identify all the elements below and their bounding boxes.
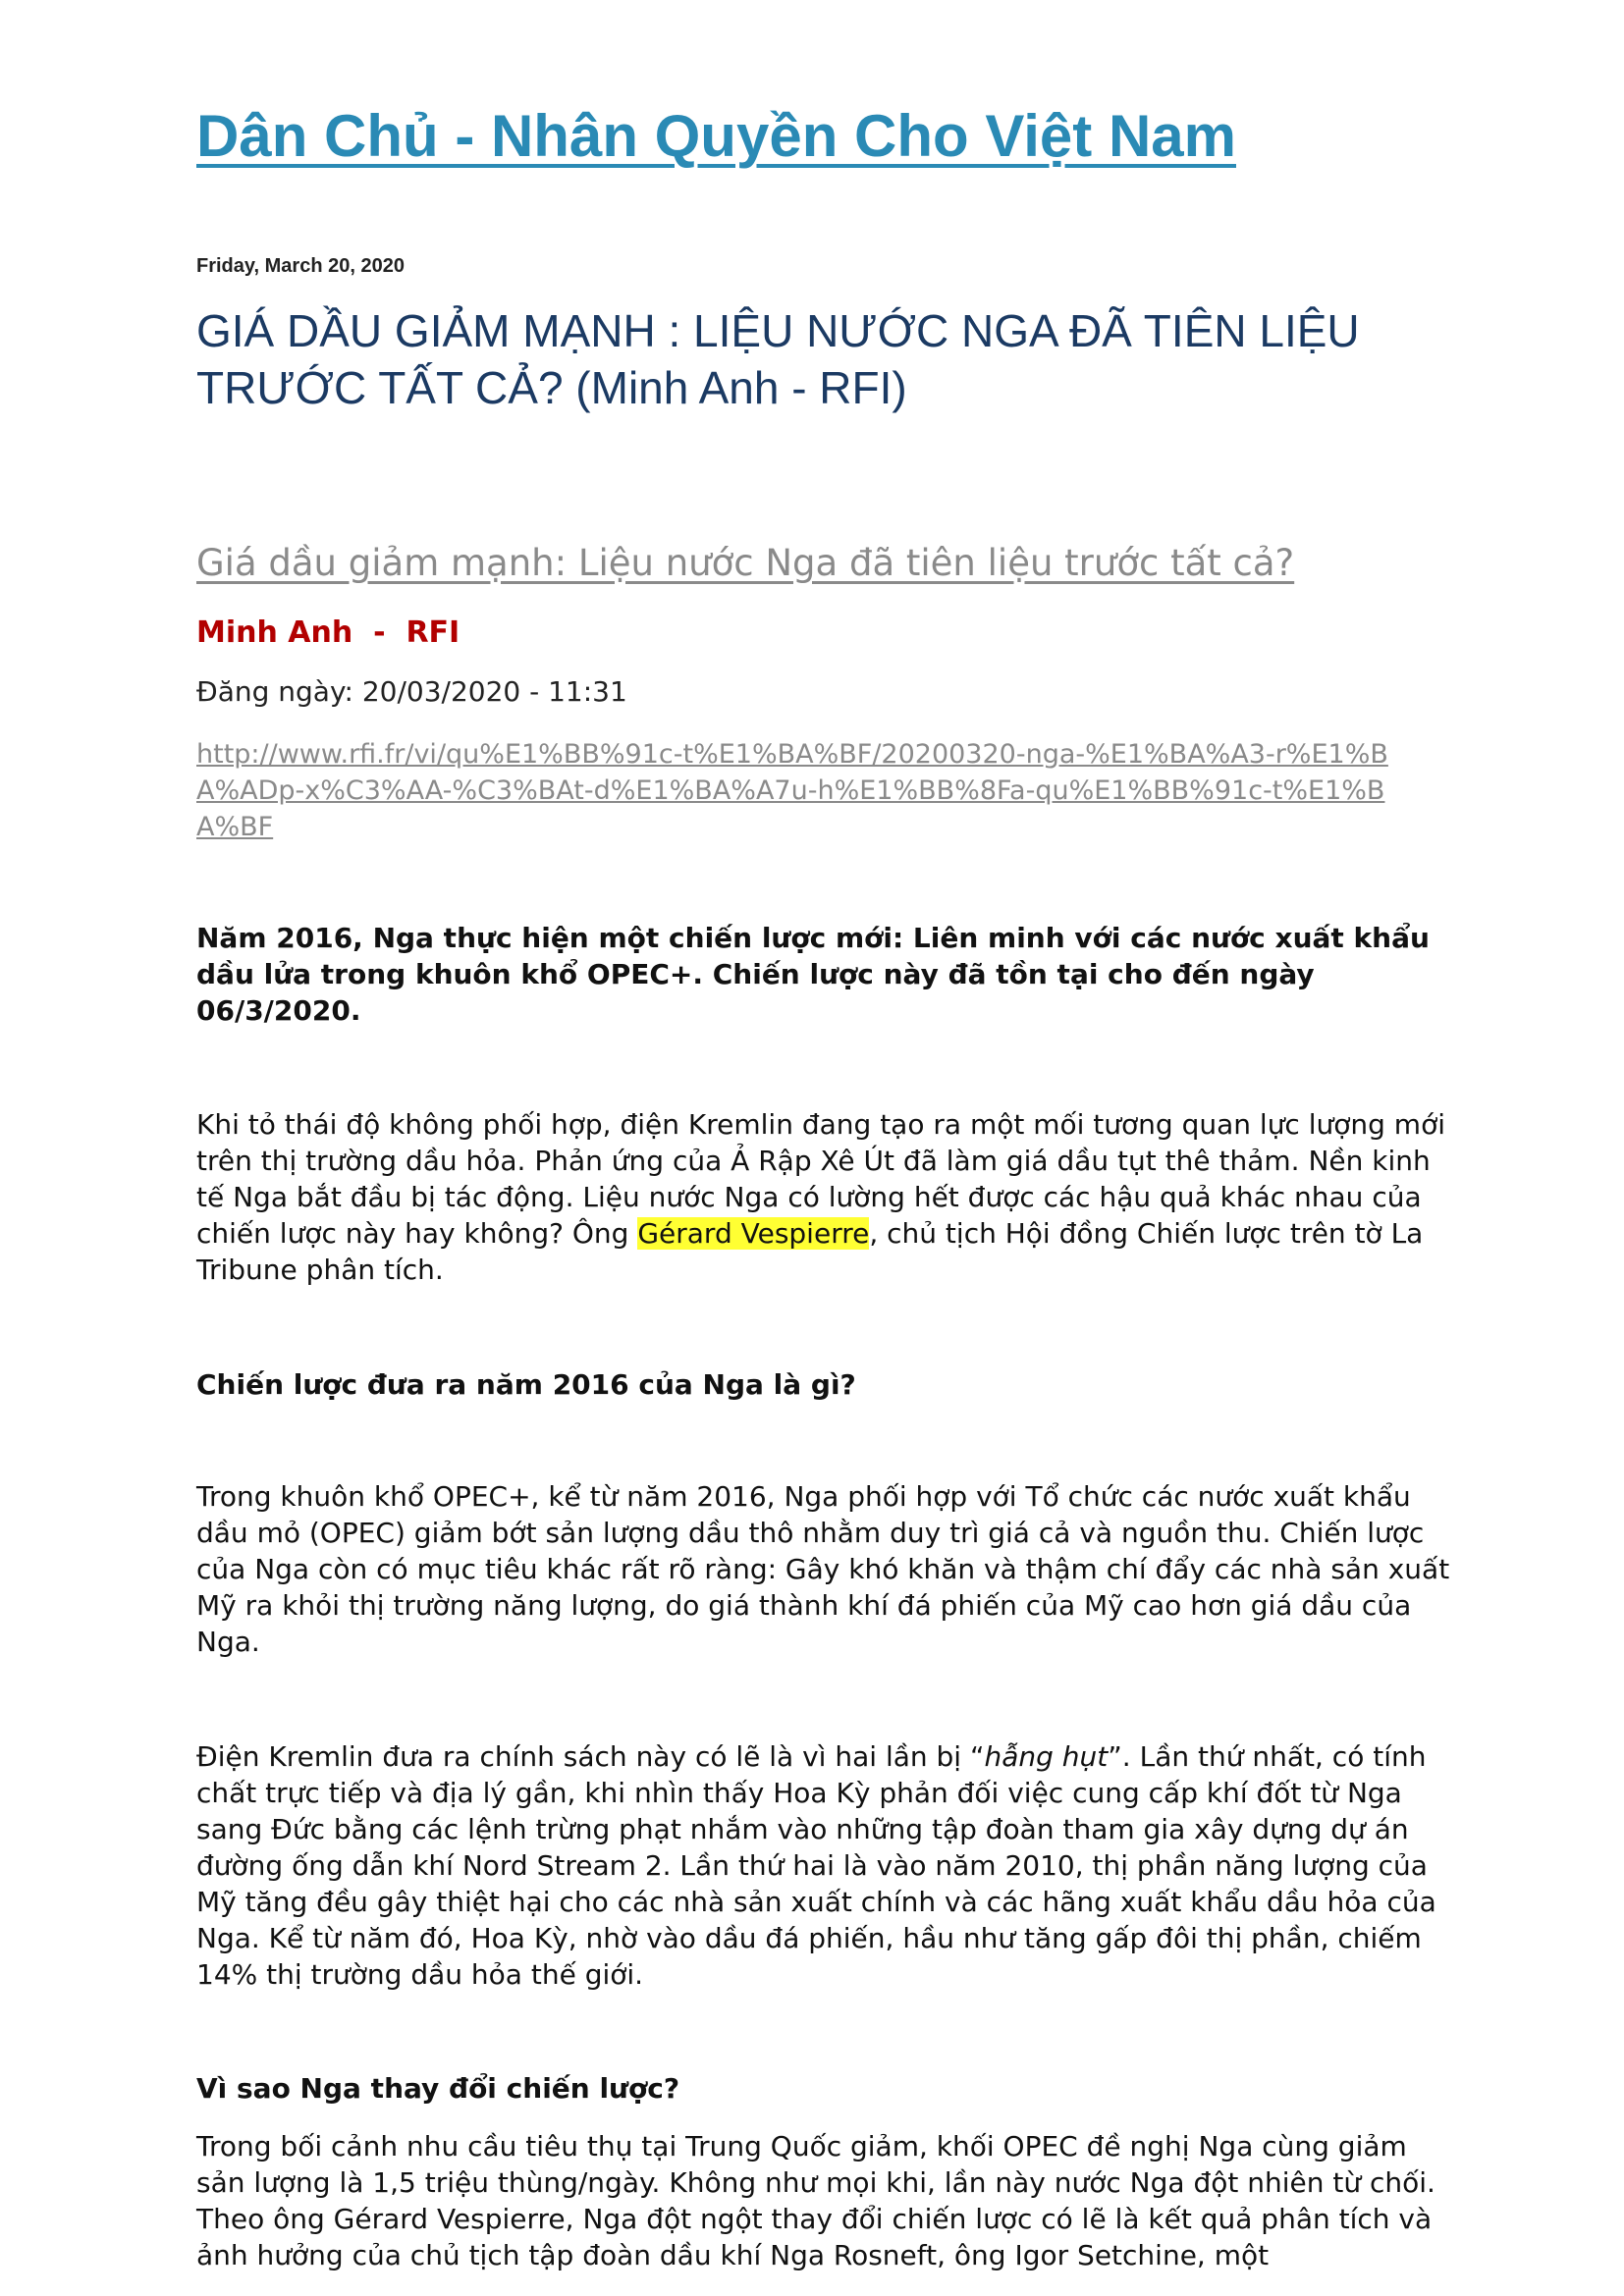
article-author: Minh Anh - RFI (196, 615, 460, 650)
source-url-link[interactable]: http://www.rfi.fr/vi/qu%E1%BB%91c-t%E1%BA%BF/20200320-nga-%E1%BA%A3-r%E1%BA%ADp-x%C3%AA-%C3%BAt-d%E1%BA%A7u-h%E1%BB%8Fa-qu%E1%BB%91c-t%E1%BA%BF (196, 739, 1388, 842)
section-heading-2: Vì sao Nga thay đổi chiến lược? (196, 2072, 680, 2105)
lead-paragraph: Năm 2016, Nga thực hiện một chiến lược mới: Liên minh với các nước xuất khẩu dầu lửa trong khuôn khổ OPEC+. Chiến lược này đã tồn tại cho đến ngày 06/3/2020. (196, 922, 1430, 1027)
paragraph-1-text-b: , chủ tịch Hội đồng Chiến lược trên tờ La Tribune phân tích. (196, 1217, 1424, 1286)
paragraph-4: Trong bối cảnh nhu cầu tiêu thụ tại Trung Quốc giảm, khối OPEC đề nghị Nga cùng giảm sản lượng là 1,5 triệu thùng/ngày. Không như mọi khi, lần này nước Nga đột nhiên từ chối. Theo ông Gérard Vespierre, Nga đột ngột thay đổi chiến lược có lẽ là kết quả phân tích và ảnh hưởng của chủ tịch tập đoàn dầu khí Nga Rosneft, ông Igor Setchine, một (196, 2130, 1435, 2271)
article-title-link[interactable]: Giá dầu giảm mạnh: Liệu nước Nga đã tiên liệu trước tất cả? (196, 542, 1295, 584)
blog-title-link[interactable]: Dân Chủ - Nhân Quyền Cho Việt Nam (196, 103, 1236, 169)
paragraph-2: Trong khuôn khổ OPEC+, kể từ năm 2016, Nga phối hợp với Tổ chức các nước xuất khẩu dầu mỏ (OPEC) giảm bớt sản lượng dầu thô nhằm duy trì giá cả và nguồn thu. Chiến lược của Nga còn có mục tiêu khác rất rõ ràng: Gây khó khăn và thậm chí đẩy các nhà sản xuất Mỹ ra khỏi thị trường năng lượng, do giá thành khí đá phiến của Mỹ cao hơn giá dầu của Nga. (196, 1480, 1450, 1658)
paragraph-3-text-a: Điện Kremlin đưa ra chính sách này có lẽ là vì hai lần bị “ (196, 1740, 985, 1773)
paragraph-1-text-a: Khi tỏ thái độ không phối hợp, điện Kremlin đang tạo ra một mối tương quan lực lượng mới trên thị trường dầu hỏa. Phản ứng của Ả Rập Xê Út đã làm giá dầu tụt thê thảm. Nền kinh tế Nga bắt đầu bị tác động. Liệu nước Nga có lường hết được các hậu quả khác nhau của chiến lược này hay không? Ông (196, 1108, 1445, 1250)
paragraph-3 (196, 1738, 1453, 1993)
highlighted-name: Gérard Vespierre (637, 1217, 870, 1250)
section-heading-1: Chiến lược đưa ra năm 2016 của Nga là gì? (196, 1368, 856, 1401)
post-title: GIÁ DẦU GIẢM MẠNH : LIỆU NƯỚC NGA ĐÃ TIÊN LIỆU TRƯỚC TẤT CẢ? (Minh Anh - RFI) (196, 305, 1360, 413)
paragraph-1 (196, 1106, 1453, 1288)
article-posted-date: Đăng ngày: 20/03/2020 - 11:31 (196, 675, 627, 708)
paragraph-3-text-b: ”. Lần thứ nhất, có tính chất trực tiếp và địa lý gần, khi nhìn thấy Hoa Kỳ phản đối việc cung cấp khí đốt từ Nga sang Đức bằng các lệnh trừng phạt nhắm vào những tập đoàn tham gia xây dựng dự án đường ống dẫn khí Nord Stream 2. Lần thứ hai là vào năm 2010, thị phần năng lượng của Mỹ tăng đều gây thiệt hại cho các nhà sản xuất chính và các hãng xuất khẩu dầu hỏa của Nga. Kể từ năm đó, Hoa Kỳ, nhờ vào dầu đá phiến, hầu như tăng gấp đôi thị phần, chiếm 14% thị trường dầu hỏa thế giới. (196, 1740, 1436, 1991)
paragraph-3-italic: hẫng hụt (984, 1740, 1109, 1773)
post-date: Friday, March 20, 2020 (196, 255, 405, 277)
